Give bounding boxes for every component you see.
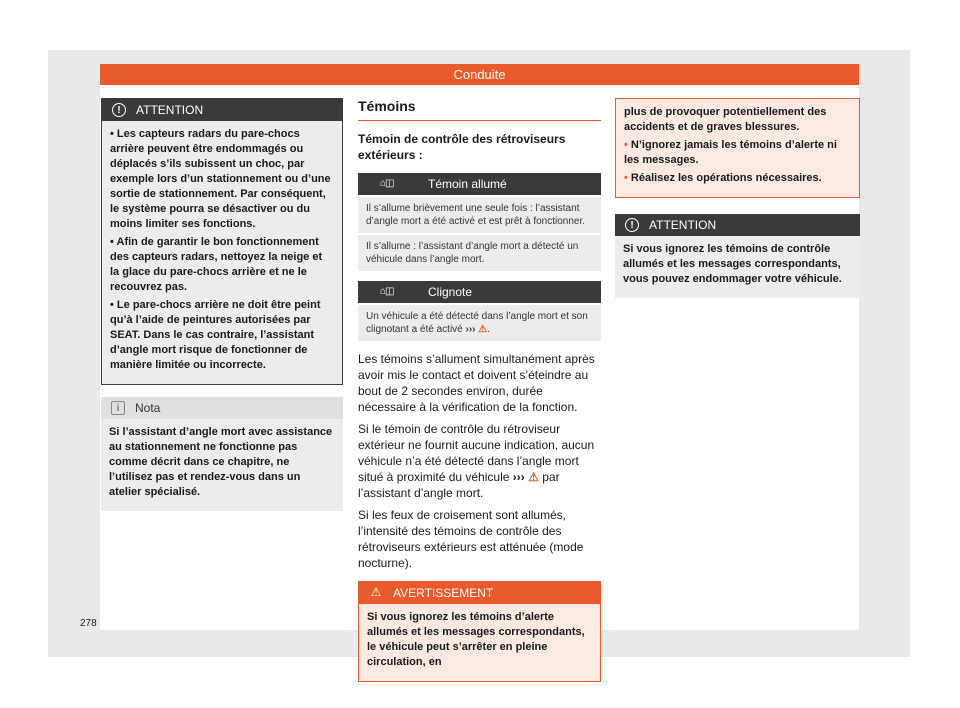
page-number: 278 [80,618,97,629]
attention-body [615,236,860,298]
nota-body [101,419,343,511]
warning-text: Si vous ignorez les témoins d’alerte allumés et les messages correspondants, le véhicule peut s’arrêter en pleine circulation, en [367,611,585,668]
warning-body [616,99,859,197]
attention-label: ATTENTION [136,103,204,117]
column-right [615,98,860,310]
attention-circle-icon: ! [625,218,639,232]
mirror-warning-icon: ⌂◫ [380,286,394,297]
attention-body [102,121,342,384]
paragraph: Les témoins s’allument simultanément après avoir mis le contact et doivent s’éteindre au bout de 2 secondes environ, durée nécessaire à la vérification de la fonction. [358,352,595,414]
warning-box [358,581,601,682]
table-header-lit: ⌂◫ Témoin allumé [358,173,601,195]
nota-label: Nota [135,401,161,415]
mirror-warning-icon: ⌂◫ [380,178,394,189]
section-title: Témoins [358,98,601,121]
attention-item: • Afin de garantir le bon fonctionnement des capteurs radars, nettoyez la neige et la glace du pare-chocs arrière et ne le recouvrez pas. [110,236,323,293]
paragraph: Si les feux de croisement sont allumés, l’intensité des témoins de contrôle des rétroviseurs extérieurs est atténuée (mode nocturne). [358,508,584,570]
warning-item: • Réalisez les opérations nécessaires. [624,172,822,184]
warning-triangle-icon: ⚠ [478,324,488,335]
paragraph: Si le témoin de contrôle du rétroviseur extérieur ne fournit aucune indication, aucun véhicule n’a été détecté dans l’angle mort situé à proximité du véhicule ››› ⚠ par l’assistant d’angle mort. [358,422,595,500]
attention-text: Si vous ignorez les témoins de contrôle allumés et les messages correspondants, vous pouvez endommager votre véhicule. [623,243,842,285]
table-row: Il s’allume brièvement une seule fois : l’assistant d’angle mort a été activé et est prêt à fonctionner. [358,195,601,233]
attention-item: • Les capteurs radars du pare-chocs arrière peuvent être endommagés ou déplacés s’ils subissent un choc, par exemple lors d’un stationnement ou d’une sortie de stationnement. Par conséquent, le système pourra se désactiver ou du moins limiter ses fonctions. [110,128,331,230]
warning-box-continued [615,98,860,198]
nota-text: Si l’assistant d’angle mort avec assistance au stationnement ne fonctionne pas comme décrit dans ce chapitre, ne l’utilisez pas et rendez-vous dans un atelier spécialisé. [109,426,333,498]
info-square-icon: i [111,401,125,415]
cross-reference-arrows: ››› [465,324,476,335]
warning-triangle-icon: ⚠ [528,470,539,484]
nota-box [101,397,343,511]
attention-box [101,98,343,385]
table-row: Un véhicule a été détecté dans l’angle mort et son clignotant a été activé ››› ⚠. [358,303,601,341]
attention-box [615,214,860,298]
attention-header [102,99,342,121]
warning-triangle-icon: ⚠ [370,585,382,599]
column-left [101,98,343,523]
chapter-header: Conduite [100,64,859,85]
nota-header [101,397,343,419]
subheading: Témoin de contrôle des rétroviseurs extérieurs : [358,132,566,162]
warning-header [359,582,600,604]
attention-header [615,214,860,236]
attention-label: ATTENTION [649,218,717,232]
warning-label: AVERTISSEMENT [393,586,494,600]
warning-body [359,604,600,681]
table-header-blinking: ⌂◫ Clignote [358,281,601,303]
table-row: Il s’allume : l’assistant d’angle mort a détecté un véhicule dans l’angle mort. [358,233,601,271]
warning-text: plus de provoquer potentiellement des accidents et de graves blessures. [624,106,827,133]
attention-item: • Le pare-chocs arrière ne doit être peint qu’à l’aide de peintures autorisées par SEAT. Dans le cas contraire, l’assistant d’angle mort risque de fonctionner de manière limitée ou incorrecte. [110,299,321,371]
column-middle [358,98,601,694]
attention-circle-icon: ! [112,103,126,117]
cross-reference-arrows: ››› [512,470,525,484]
warning-item: • N’ignorez jamais les témoins d’alerte ni les messages. [624,139,837,166]
